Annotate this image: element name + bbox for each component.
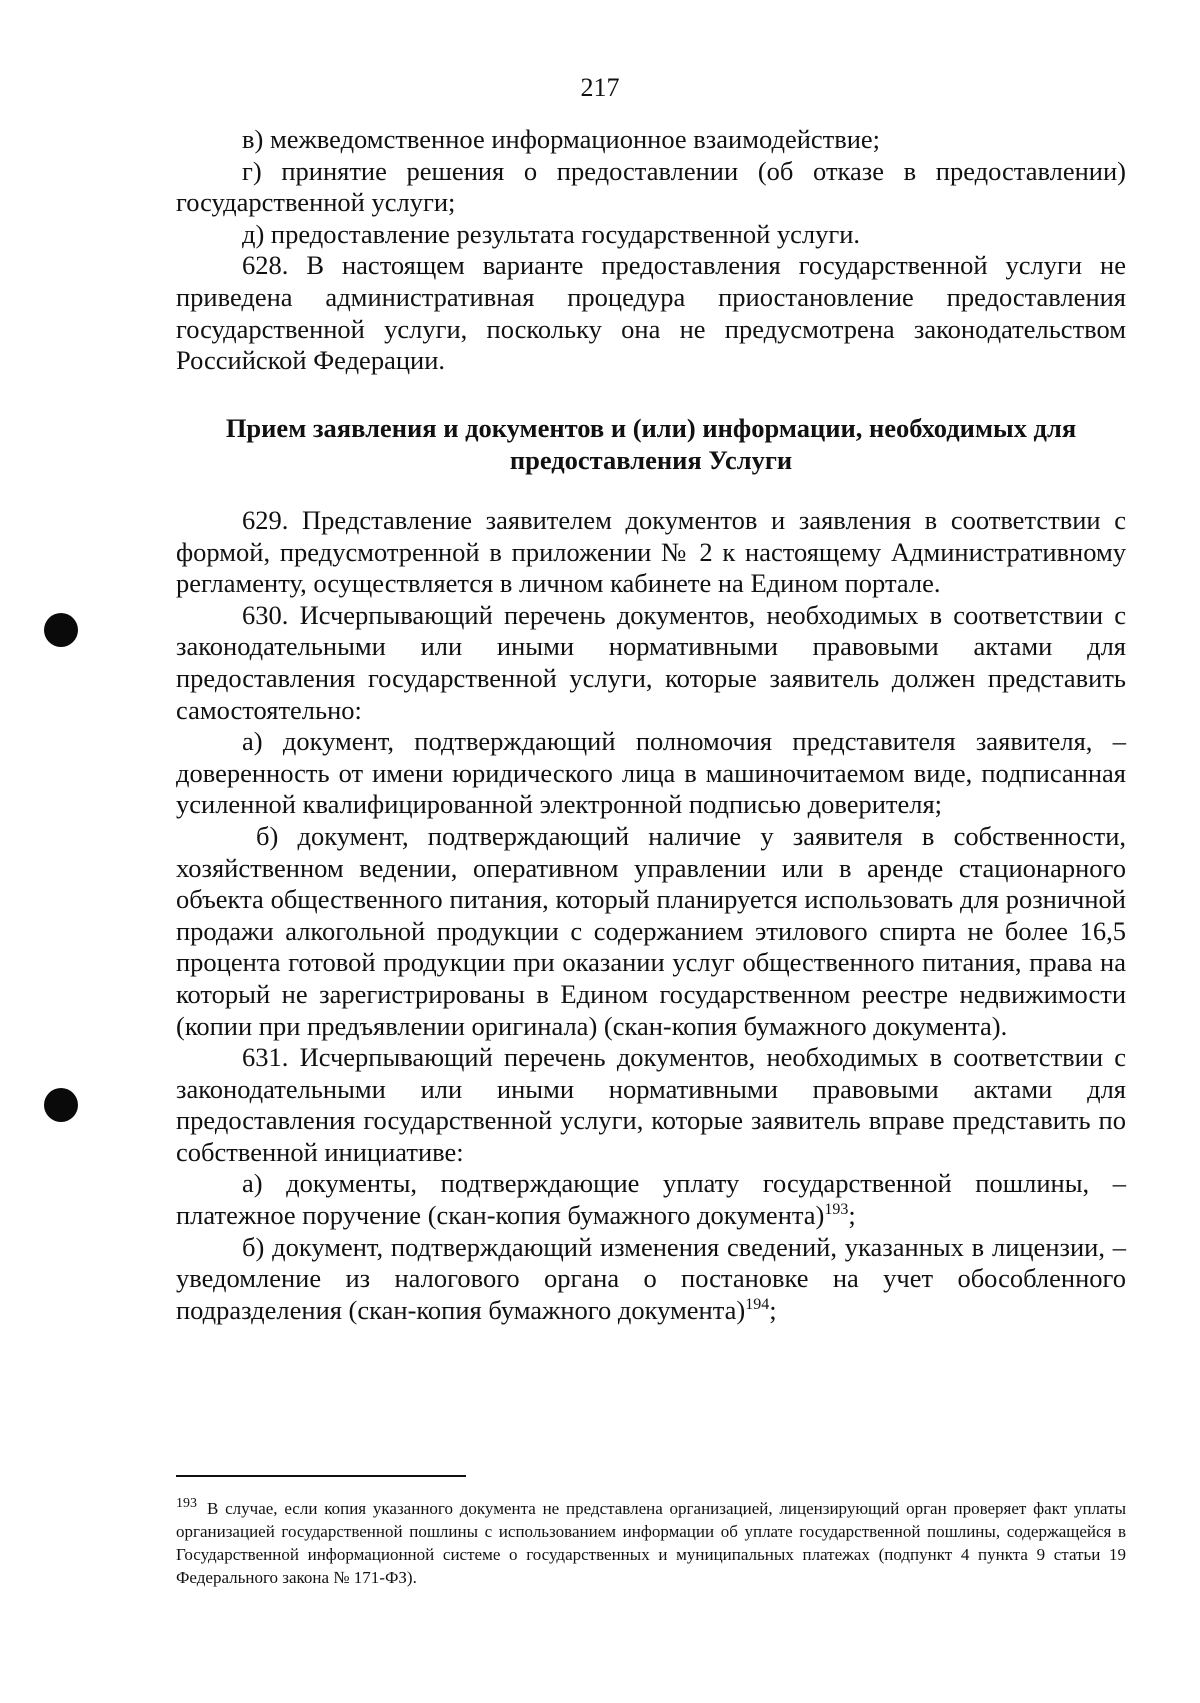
paragraph-630: 630. Исчерпывающий перечень документов, необходимых в соответствии с законодательными или иными нормативными правовыми актами для предоставления государственной услуги, которые заявитель должен представить самостоятельно: <box>176 599 1126 725</box>
list-item-d: д) предоставление результата государственной услуги. <box>242 218 861 249</box>
section-heading <box>176 413 1126 476</box>
paragraph-628: 628. В настоящем варианте предоставления государственной услуги не приведена административная процедура приостановление предоставления государственной услуги, поскольку она не предусмотрена законодательством Российской Федерации. <box>176 250 1126 376</box>
section-heading-line-2: предоставления Услуги <box>509 444 793 475</box>
page-number: 217 <box>580 73 620 102</box>
paragraph-631-b-text: б) документ, подтверждающий изменения сведений, указанных в лицензии, – уведомление из налогового органа о постановке на учет обособленного подразделения (скан-копия бумажного документа) <box>176 1231 1126 1325</box>
footnote-ref-194[interactable]: 194 <box>745 1296 770 1314</box>
paragraph-630-a: а) документ, подтверждающий полномочия представителя заявителя, – доверенность от имени юридического лица в машиночитаемом виде, подписанная усиленной квалифицированной электронной подписью доверителя; <box>176 726 1126 820</box>
paragraph-629: 629. Представление заявителем документов и заявления в соответствии с формой, предусмотренной в приложении № 2 к настоящему Административному регламенту, осуществляется в личном кабинете на Едином портале. <box>176 505 1126 599</box>
paragraph-631-b <box>176 1232 1126 1327</box>
footnote-193 <box>176 1497 1126 1589</box>
footnote-paragraph <box>176 1497 1126 1589</box>
paragraph-631: 631. Исчерпывающий перечень документов, необходимых в соответствии с законодательными или иными нормативными правовыми актами для предоставления государственной услуги, которые заявитель вправе представить по собственной инициативе: <box>176 1042 1126 1167</box>
footnote-separator <box>176 1475 466 1477</box>
list-item-g: г) принятие решения о предоставлении (об отказе в предоставлении) государственной услуги; <box>176 155 1126 218</box>
list-item-v: в) межведомственное информационное взаимодействие; <box>242 124 881 154</box>
main-text-block <box>176 505 1126 1326</box>
paragraph-631-a <box>176 1168 1126 1231</box>
paragraph-630-b: б) документ, подтверждающий наличие у заявителя в собственности, хозяйственном ведении, оперативном управлении или в аренде стационарного объекта общественного питания, который планируется использовать для розничной продажи алкогольной продукции с содержанием этилового спирта не более 16,5 процента готовой продукции при оказании услуг общественного питания, права на который не зарегистрированы в Едином государственном реестре недвижимости (копии при предъявлении оригинала) (скан-копия бумажного документа). <box>176 820 1126 1041</box>
footnote-text: В случае, если копия указанного документа не представлена организацией, лицензирующий орган проверяет факт уплаты организацией государственной пошлины с использованием информации об уплате государственной пошлины, содержащейся в Государственной информационной системе о государственных и муниципальных платежах (подпункт 4 пункта 9 статьи 19 Федерального закона № 171-ФЗ). <box>176 1499 1126 1587</box>
footnote-number: 193 <box>176 1496 197 1512</box>
section-heading-line-1: Прием заявления и документов и (или) информации, необходимых для <box>225 413 1077 443</box>
paragraph-631-a-end: ; <box>848 1200 856 1231</box>
punch-hole-mark <box>44 613 78 647</box>
punch-hole-mark <box>44 1088 78 1122</box>
footnote-ref-193[interactable]: 193 <box>824 1201 849 1219</box>
paragraph-631-b-end: ; <box>769 1294 777 1325</box>
top-text-block <box>176 124 1126 377</box>
paragraph-631-a-text: а) документы, подтверждающие уплату государственной пошлины, – платежное поручение (скан-копия бумажного документа) <box>176 1168 1126 1231</box>
